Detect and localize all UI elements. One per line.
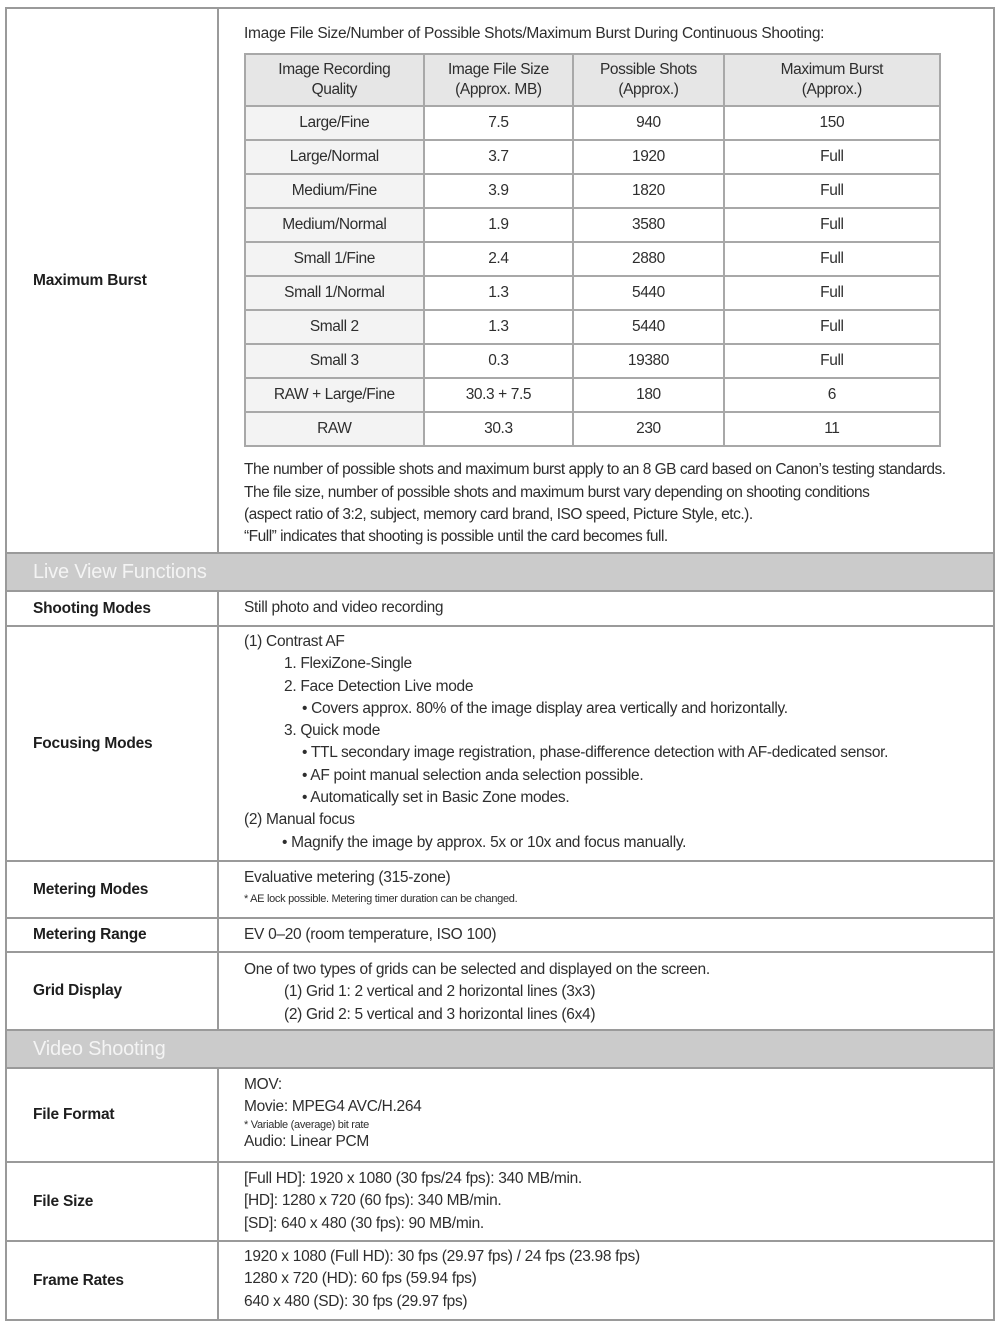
cell-quality: Small 2 xyxy=(245,310,424,344)
cell-shots: 5440 xyxy=(573,310,724,344)
header-text: Quality xyxy=(311,81,358,99)
label-shooting-modes: Shooting Modes xyxy=(7,592,219,625)
focus-line: 2. Face Detection Live mode xyxy=(284,677,474,695)
cell-size: 1.3 xyxy=(424,310,574,344)
cell-quality: Large/Normal xyxy=(245,140,424,174)
label-file-format: File Format xyxy=(7,1069,219,1161)
cell-shots: 3580 xyxy=(573,208,724,242)
cell-shots: 1920 xyxy=(573,140,724,174)
value-shooting-modes: Still photo and video recording xyxy=(244,599,444,617)
row-grid-display xyxy=(7,953,993,1031)
cell-burst: Full xyxy=(724,242,940,276)
header-quality xyxy=(245,54,424,106)
format-line: Audio: Linear PCM xyxy=(244,1132,369,1150)
cell-shots: 5440 xyxy=(573,276,724,310)
cell-quality: RAW + Large/Fine xyxy=(245,378,424,412)
format-note: * Variable (average) bit rate xyxy=(244,1118,369,1131)
note-line: The number of possible shots and maximum burst apply to an 8 GB card based on Canon’s testing standards. xyxy=(244,461,946,479)
focus-line: (2) Manual focus xyxy=(244,811,355,829)
focus-line: • TTL secondary image registration, phase-difference detection with AF-dedicated sensor. xyxy=(302,744,889,762)
row-metering-range xyxy=(7,919,993,953)
table-row xyxy=(245,242,940,276)
cell-quality: Large/Fine xyxy=(245,106,424,140)
spec-sheet xyxy=(5,7,995,1321)
table-row xyxy=(245,310,940,344)
row-file-format xyxy=(7,1069,993,1163)
cell-size: 1.3 xyxy=(424,276,574,310)
focus-line: • AF point manual selection anda selection possible. xyxy=(302,766,644,784)
label-file-size: File Size xyxy=(7,1163,219,1240)
burst-table xyxy=(244,53,941,447)
cell-shots: 2880 xyxy=(573,242,724,276)
cell-size: 3.9 xyxy=(424,174,574,208)
grid-line: (2) Grid 2: 5 vertical and 3 horizontal lines (6x4) xyxy=(284,1005,596,1023)
header-text: (Approx.) xyxy=(618,81,679,99)
row-frame-rates xyxy=(7,1242,993,1319)
file-size-line: [SD]: 640 x 480 (30 fps): 90 MB/min. xyxy=(244,1214,484,1232)
focus-line: 1. FlexiZone-Single xyxy=(284,655,412,673)
table-row xyxy=(245,140,940,174)
cell-quality: Small 1/Fine xyxy=(245,242,424,276)
note-line: The file size, number of possible shots and maximum burst vary depending on shooting conditions xyxy=(244,483,870,501)
cell-size: 2.4 xyxy=(424,242,574,276)
cell-size: 3.7 xyxy=(424,140,574,174)
section-header-live-view: Live View Functions xyxy=(7,554,993,592)
header-possible-shots xyxy=(573,54,724,106)
burst-notes xyxy=(244,459,993,548)
table-row xyxy=(245,106,940,140)
cell-shots: 19380 xyxy=(573,344,724,378)
header-file-size xyxy=(424,54,574,106)
label-focusing-modes: Focusing Modes xyxy=(7,627,219,860)
cell-quality: Small 1/Normal xyxy=(245,276,424,310)
header-text: Image File Size xyxy=(447,61,549,79)
cell-burst: Full xyxy=(724,276,940,310)
metering-value: Evaluative metering (315-zone) xyxy=(244,869,451,886)
cell-shots: 940 xyxy=(573,106,724,140)
cell-quality: RAW xyxy=(245,412,424,446)
cell-burst: Full xyxy=(724,344,940,378)
cell-size: 1.9 xyxy=(424,208,574,242)
format-line: Movie: MPEG4 AVC/H.264 xyxy=(244,1098,422,1116)
value-file-size xyxy=(219,1163,993,1240)
row-metering-modes xyxy=(7,862,993,919)
focus-line: (1) Contrast AF xyxy=(244,633,345,650)
table-row xyxy=(245,208,940,242)
label-grid-display: Grid Display xyxy=(7,953,219,1029)
table-row xyxy=(245,174,940,208)
focus-line: 3. Quick mode xyxy=(284,722,381,740)
table-row xyxy=(245,378,940,412)
format-line: MOV: xyxy=(244,1076,282,1093)
cell-burst: 11 xyxy=(724,412,940,446)
grid-line: One of two types of grids can be selected and displayed on the screen. xyxy=(244,961,710,978)
focus-line: • Covers approx. 80% of the image display area vertically and horizontally. xyxy=(302,699,788,717)
table-row xyxy=(245,276,940,310)
cell-size: 7.5 xyxy=(424,106,574,140)
header-text: Maximum Burst xyxy=(780,61,884,79)
section-header-video-shooting: Video Shooting xyxy=(7,1031,993,1069)
header-text: (Approx.) xyxy=(801,81,862,99)
cell-quality: Small 3 xyxy=(245,344,424,378)
row-shooting-modes xyxy=(7,592,993,627)
cell-shots: 180 xyxy=(573,378,724,412)
file-size-line: [Full HD]: 1920 x 1080 (30 fps/24 fps): 340 MB/min. xyxy=(244,1170,582,1187)
value-frame-rates xyxy=(219,1242,993,1319)
table-row xyxy=(245,412,940,446)
cell-burst: 6 xyxy=(724,378,940,412)
header-text: Image Recording xyxy=(278,61,391,79)
cell-burst: Full xyxy=(724,140,940,174)
value-metering-range: EV 0–20 (room temperature, ISO 100) xyxy=(244,925,497,943)
table-row xyxy=(245,344,940,378)
cell-burst: Full xyxy=(724,310,940,344)
row-file-size xyxy=(7,1163,993,1242)
header-text: (Approx. MB) xyxy=(455,81,542,99)
label-metering-range: Metering Range xyxy=(7,919,219,951)
metering-note: * AE lock possible. Metering timer duration can be changed. xyxy=(244,893,518,906)
value-maximum-burst xyxy=(219,9,993,552)
note-line: (aspect ratio of 3:2, subject, memory card brand, ISO speed, Picture Style, etc.). xyxy=(244,505,753,523)
cell-quality: Medium/Normal xyxy=(245,208,424,242)
header-maximum-burst xyxy=(724,54,940,106)
burst-table-header xyxy=(245,54,940,106)
cell-shots: 230 xyxy=(573,412,724,446)
label-maximum-burst: Maximum Burst xyxy=(7,9,219,552)
label-metering-modes: Metering Modes xyxy=(7,862,219,917)
label-frame-rates: Frame Rates xyxy=(7,1242,219,1319)
cell-quality: Medium/Fine xyxy=(245,174,424,208)
frame-rate-line: 1920 x 1080 (Full HD): 30 fps (29.97 fps) / 24 fps (23.98 fps) xyxy=(244,1248,640,1265)
focus-line: • Magnify the image by approx. 5x or 10x and focus manually. xyxy=(282,833,687,851)
header-text: Possible Shots xyxy=(599,61,697,79)
value-metering-modes xyxy=(219,862,993,917)
focus-line: • Automatically set in Basic Zone modes. xyxy=(302,789,570,807)
file-size-line: [HD]: 1280 x 720 (60 fps): 340 MB/min. xyxy=(244,1192,502,1210)
cell-burst: Full xyxy=(724,174,940,208)
note-line: “Full” indicates that shooting is possible until the card becomes full. xyxy=(244,528,668,546)
cell-size: 30.3 xyxy=(424,412,574,446)
cell-burst: 150 xyxy=(724,106,940,140)
frame-rate-line: 640 x 480 (SD): 30 fps (29.97 fps) xyxy=(244,1292,468,1310)
value-file-format xyxy=(219,1069,993,1161)
grid-line: (1) Grid 1: 2 vertical and 2 horizontal lines (3x3) xyxy=(284,983,596,1001)
value-grid-display xyxy=(219,953,993,1029)
row-focusing-modes xyxy=(7,627,993,862)
cell-burst: Full xyxy=(724,208,940,242)
cell-size: 30.3 + 7.5 xyxy=(424,378,574,412)
row-maximum-burst xyxy=(7,9,993,554)
burst-intro: Image File Size/Number of Possible Shots/Maximum Burst During Continuous Shooting: xyxy=(244,25,825,42)
frame-rate-line: 1280 x 720 (HD): 60 fps (59.94 fps) xyxy=(244,1270,477,1288)
value-focusing-modes xyxy=(219,627,993,860)
cell-shots: 1820 xyxy=(573,174,724,208)
cell-size: 0.3 xyxy=(424,344,574,378)
